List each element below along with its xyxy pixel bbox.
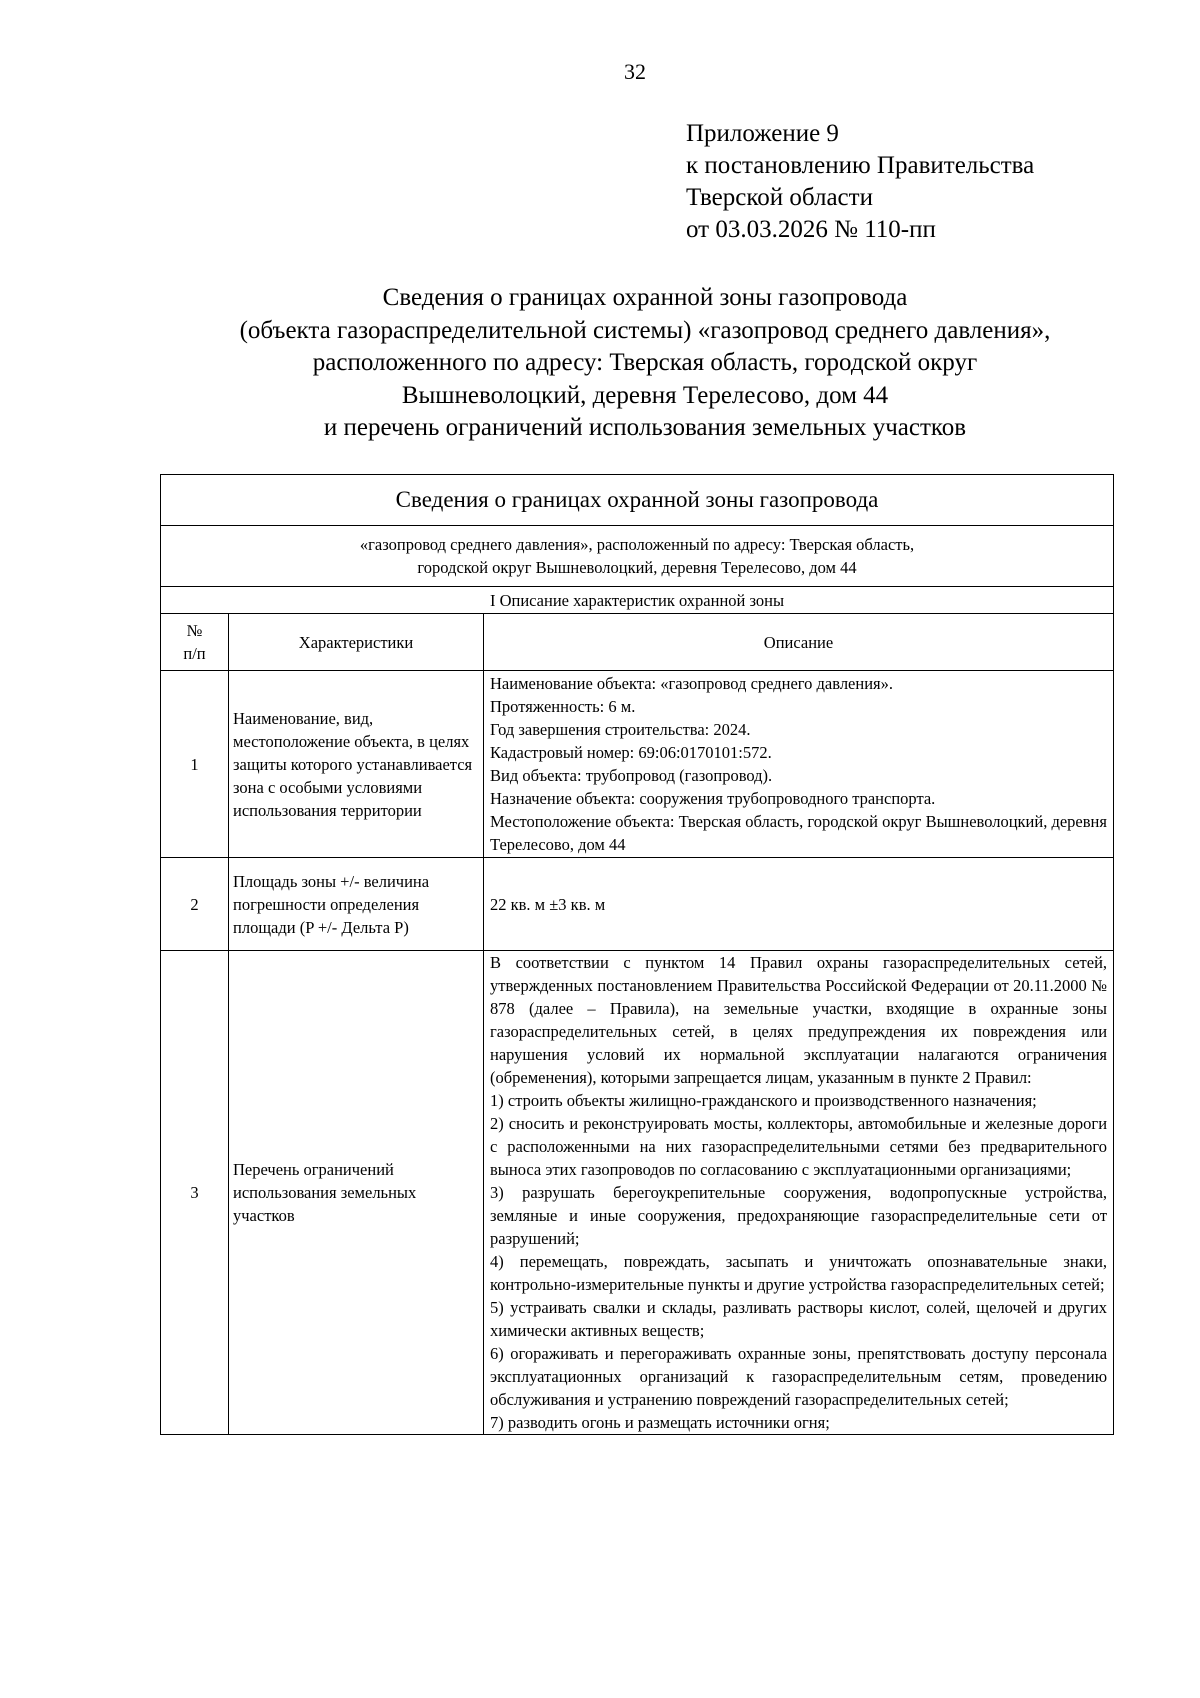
title-line: Вышневолоцкий, деревня Терелесово, дом 44: [401, 381, 889, 409]
description-line: Год завершения строительства: 2024.: [490, 720, 751, 739]
restriction-item: 1) строить объекты жилищно-гражданского и производственного назначения;: [490, 1091, 1037, 1110]
row-description: [484, 951, 1114, 1435]
title-line: Сведения о границах охранной зоны газопровода: [382, 284, 908, 311]
table-object-address: [161, 526, 1114, 587]
zone-table: [160, 474, 1114, 1435]
document-title: [140, 282, 1150, 445]
column-header-description: Описание: [484, 614, 1114, 671]
column-header-number-line2: п/п: [183, 644, 206, 663]
object-line: городской округ Вышневолоцкий, деревня Терелесово, дом 44: [417, 558, 857, 577]
description-paragraph: В соответствии с пунктом 14 Правил охраны газораспределительных сетей, утвержденных постановлением Правительства Российской Федерации от 20.11.2000 № 878 (далее – Правила), на земельные участки, входящие в охранные зоны газораспределительных сетей, в целях предупреждения их повреждения или нарушения условий их нормальной эксплуатации налагаются ограничения (обременения), которыми запрещается лицам, указанным в пункте 2 Правил:: [490, 953, 1108, 1087]
table-row: [161, 858, 1114, 951]
column-header-characteristics: Характеристики: [229, 614, 484, 671]
description-line: 22 кв. м ±3 кв. м: [490, 894, 606, 914]
row-number: 1: [161, 671, 229, 858]
description-line: Назначение объекта: сооружения трубопроводного транспорта.: [490, 789, 936, 808]
restriction-item: 5) устраивать свалки и склады, разливать растворы кислот, солей, щелочей и других химически активных веществ;: [490, 1298, 1108, 1340]
table-heading: Сведения о границах охранной зоны газопровода: [161, 475, 1114, 526]
appendix-line: Приложение 9: [686, 120, 839, 147]
restriction-item: 7) разводить огонь и размещать источники огня;: [490, 1413, 830, 1432]
row-description: [484, 671, 1114, 858]
appendix-line: Тверской области: [686, 184, 873, 211]
title-line: расположенного по адресу: Тверская область, городской округ: [312, 349, 978, 376]
description-line: Протяженность: 6 м.: [490, 697, 636, 716]
column-header-number: [161, 614, 229, 671]
title-line: и перечень ограничений использования земельных участков: [323, 414, 967, 441]
appendix-line: к постановлению Правительства: [686, 152, 1035, 179]
restriction-item: 3) разрушать берегоукрепительные сооружения, водопропускные устройства, земляные и иные сооружения, предохраняющие газораспределительные сети от разрушений;: [490, 1183, 1108, 1248]
restriction-item: 6) огораживать и перегораживать охранные зоны, препятствовать доступу персонала эксплуатационных организаций к газораспределительным сетям, проведению обслуживания и устранению повреждений газораспределительных сетей;: [490, 1344, 1108, 1409]
column-headers: [161, 614, 1114, 671]
appendix-line: от 03.03.2026 № 110-пп: [686, 216, 936, 243]
appendix-block: [686, 118, 1034, 246]
title-line: (объекта газораспределительной системы) «газопровод среднего давления»,: [239, 316, 1051, 344]
restriction-item: 2) сносить и реконструировать мосты, коллекторы, автомобильные и железные дороги с расположенными на них газораспределительными сетями без предварительного выноса этих газопроводов по согласованию с эксплуатационными организациями;: [490, 1114, 1108, 1179]
description-line: Кадастровый номер: 69:06:0170101:572.: [490, 743, 772, 762]
object-line: «газопровод среднего давления», расположенный по адресу: Тверская область,: [359, 535, 915, 554]
table-row: [161, 671, 1114, 858]
description-line: Местоположение объекта: Тверская область, городской округ Вышневолоцкий, деревня Терелесово, дом 44: [490, 812, 1107, 854]
row-characteristic: Площадь зоны +/- величина погрешности определения площади (P +/- Дельта P): [229, 858, 484, 951]
row-characteristic: Перечень ограничений использования земельных участков: [229, 951, 484, 1435]
description-line: Вид объекта: трубопровод (газопровод).: [490, 766, 773, 785]
row-description: [484, 858, 1114, 951]
restriction-item: 4) перемещать, повреждать, засыпать и уничтожать опознавательные знаки, контрольно-измерительные пункты и другие устройства газораспределительных сетей;: [490, 1252, 1108, 1294]
page-number: 32: [624, 59, 646, 84]
row-characteristic: Наименование, вид, местоположение объекта, в целях защиты которого устанавливается зона с особыми условиями использования территории: [229, 671, 484, 858]
table-row: [161, 951, 1114, 1435]
row-number: 2: [161, 858, 229, 951]
row-number: 3: [161, 951, 229, 1435]
column-header-number-line1: №: [186, 621, 203, 640]
description-line: Наименование объекта: «газопровод среднего давления».: [490, 674, 894, 693]
table-section-title: I Описание характеристик охранной зоны: [161, 587, 1114, 614]
